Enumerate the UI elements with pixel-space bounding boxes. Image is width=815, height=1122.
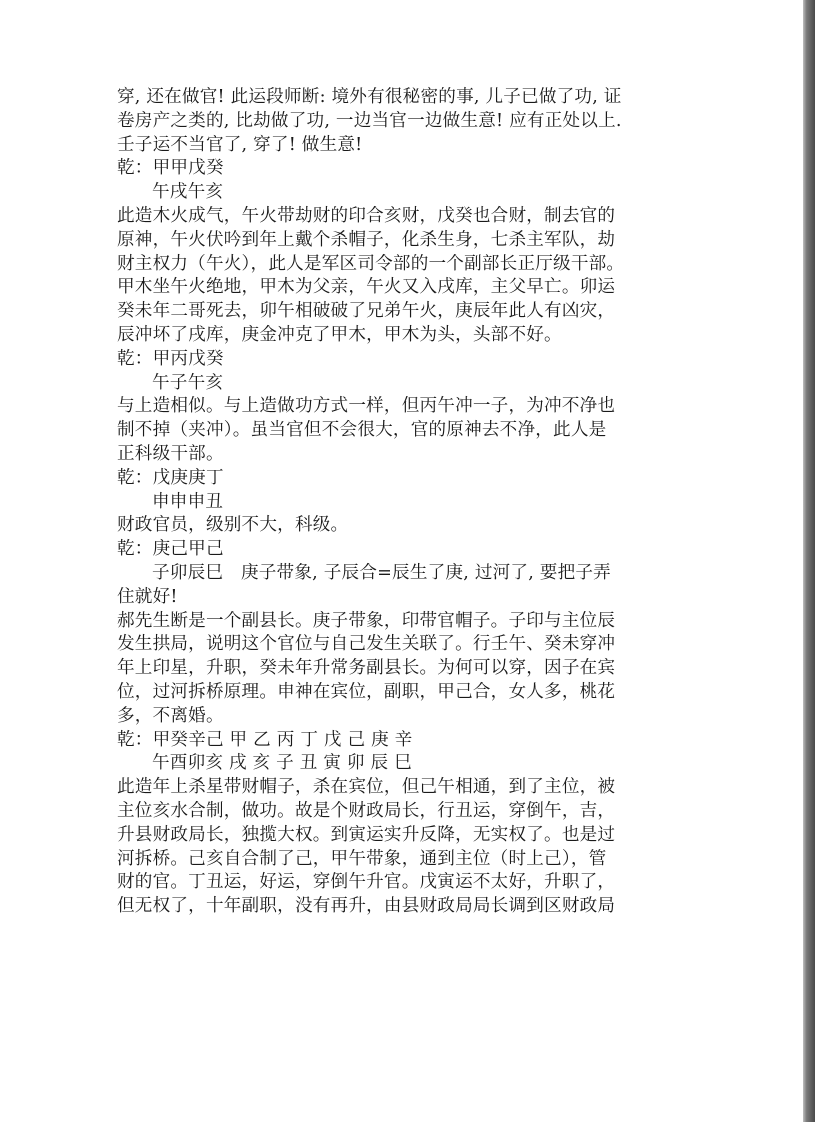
text-line: 午戌午亥 <box>152 182 224 203</box>
text-line: 辰冲坏了戌库，庚金冲克了甲木，甲木为头，头部不好。 <box>117 324 562 345</box>
text-line: 乾：戊庚庚丁 <box>117 467 224 488</box>
text-line: 午子午亥 <box>152 372 224 393</box>
text-line: 发生拱局，说明这个官位与自己发生关联了。行壬午、癸未穿冲 <box>117 634 616 655</box>
text-line: 升县财政局长，独揽大权。到寅运实升反降，无实权了。也是过 <box>117 824 616 845</box>
text-line: 但无权了，十年副职，没有再升，由县财政局局长调到区财政局 <box>117 896 616 917</box>
text-line: 申申申丑 <box>152 491 224 512</box>
text-line: 原神，午火伏吟到年上戴个杀帽子，化杀生身，七杀主军队，劫 <box>117 229 616 250</box>
text-line: 卷房产之类的, 比劫做了功, 一边当官一边做生意! 应有正处以上. <box>117 110 622 131</box>
text-line: 壬子运不当官了, 穿了! 做生意! <box>117 134 363 155</box>
text-line: 住就好! <box>117 586 178 607</box>
body-text <box>117 86 697 919</box>
text-line: 午酉卯亥 戌 亥 子 丑 寅 卯 辰 巳 <box>152 753 412 774</box>
text-line: 位，过河拆桥原理。申神在宾位，副职，甲己合，女人多，桃花 <box>117 681 616 702</box>
text-line: 财主权力（午火），此人是军区司令部的一个副部长正厅级干部。 <box>117 253 625 274</box>
text-line: 郝先生断是一个副县长。庚子带象，印带官帽子。子印与主位辰 <box>117 610 616 631</box>
text-line: 乾：甲癸辛己 甲 乙 丙 丁 戊 己 庚 辛 <box>117 729 413 750</box>
text-line: 主位亥水合制，做功。故是个财政局长，行丑运，穿倒午，吉， <box>117 800 616 821</box>
text-line: 乾：甲丙戊癸 <box>117 348 224 369</box>
text-line: 穿, 还在做官! 此运段师断: 境外有很秘密的事, 儿子已做了功, 证 <box>117 87 622 107</box>
text-line: 正科级干部。 <box>117 443 224 464</box>
page-edge-shadow <box>803 0 815 1122</box>
text-line: 制不掉（夹冲）。虽当官但不会很大，官的原神去不净，此人是 <box>117 420 607 441</box>
text-line: 乾：甲甲戊癸 <box>117 158 224 179</box>
text-line: 甲木坐午火绝地，甲木为父亲，午火又入戌库，主父早亡。卯运 <box>117 277 616 298</box>
text-line: 财的官。丁丑运，好运，穿倒午升官。戊寅运不太好，升职了， <box>117 872 616 893</box>
text-line: 此造年上杀星带财帽子，杀在宾位，但己午相通，到了主位，被 <box>117 777 616 798</box>
text-line: 乾：庚己甲己 <box>117 539 224 560</box>
text-line: 此造木火成气，午火带劫财的印合亥财，戊癸也合财，制去官的 <box>117 205 616 226</box>
text-line: 年上印星，升职，癸未年升常务副县长。为何可以穿，因子在宾 <box>117 658 616 679</box>
text-line: 财政官员，级别不大，科级。 <box>117 515 349 536</box>
text-line: 多，不离婚。 <box>117 705 224 726</box>
text-line: 河拆桥。己亥自合制了己，甲午带象，通到主位（时上己），管 <box>117 848 607 869</box>
text-line: 与上造相似。与上造做功方式一样，但丙午冲一子，为冲不净也 <box>117 396 616 417</box>
text-line: 癸未年二哥死去，卯午相破破了兄弟午火，庚辰年此人有凶灾， <box>117 301 616 322</box>
text-line: 子卯辰巳 庚子带象, 子辰合=辰生了庚, 过河了, 要把子弄 <box>152 562 611 583</box>
